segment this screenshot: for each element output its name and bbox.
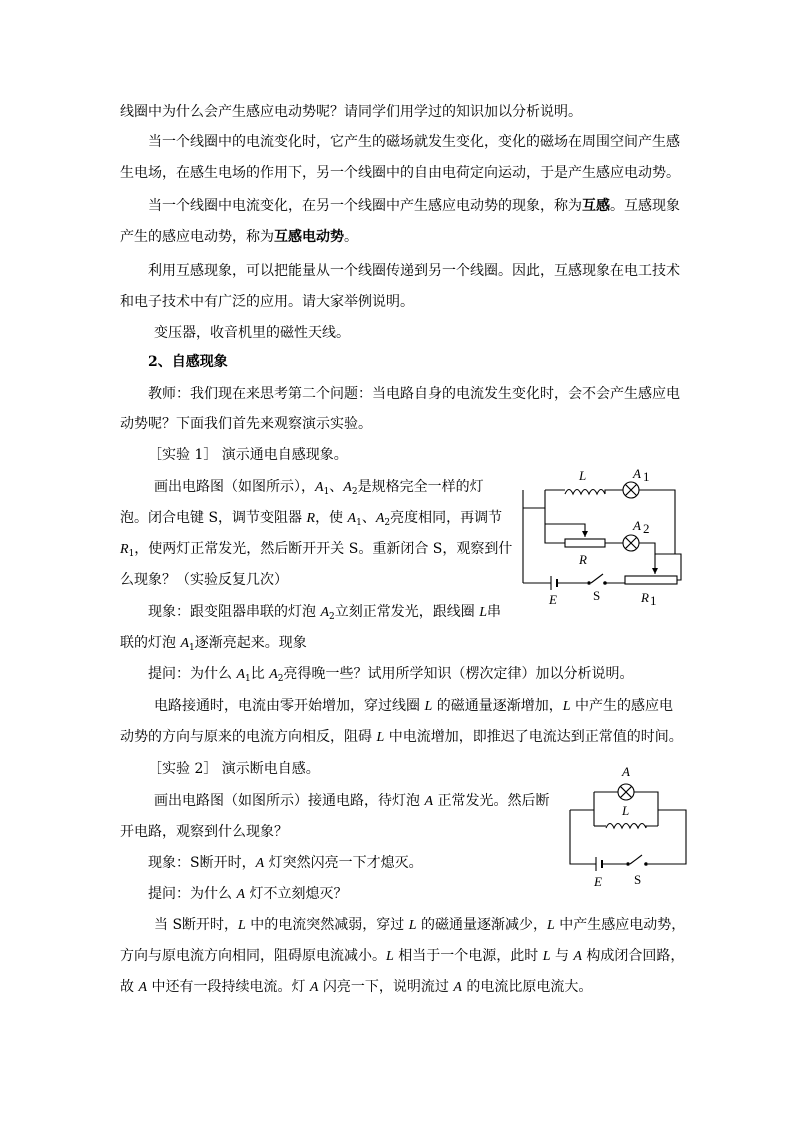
label-a: A	[622, 764, 630, 779]
paragraph-line	[120, 102, 582, 122]
text: 的磁通量逐渐增加，	[432, 698, 563, 714]
symbol: L	[238, 918, 246, 933]
paragraph-line	[148, 884, 347, 905]
paragraph-line	[120, 822, 288, 842]
subscript: 2	[351, 487, 358, 497]
text: 当一个线圈中电流变化，在另一个线圈中产生感应电动势的现象，称为	[148, 198, 582, 214]
text: 灯不立刻熄灭？	[245, 886, 348, 902]
text: 的磁通量逐渐减少，	[416, 917, 547, 933]
term-mutual-emf: 互感电动势	[274, 229, 344, 245]
subscript: 1	[323, 487, 330, 497]
label-e: E	[594, 874, 602, 889]
symbol: A	[269, 667, 278, 682]
text: 画出电路图（如图所示）接通电路，待灯泡	[154, 793, 425, 809]
text: 当一个线圈中的电流变化时，它产生的磁场就发生变化，变化的磁场在周围空间产生感	[148, 134, 680, 150]
circuit-diagram-1	[515, 468, 690, 608]
heading-text: 2、自感现象	[148, 354, 228, 370]
label-l: L	[622, 803, 630, 818]
switch-contact	[587, 581, 591, 585]
wire	[605, 490, 623, 494]
text: 是规格完全一样的灯	[357, 479, 484, 495]
label-s: S	[634, 872, 642, 887]
label-l: L	[579, 468, 587, 483]
text: 串	[487, 604, 501, 620]
paragraph-line	[154, 477, 484, 502]
paragraph-line	[148, 132, 680, 152]
text: 灯突然闪亮一下才熄灭。	[264, 855, 423, 871]
paragraph-line	[148, 196, 680, 216]
text: 电路接通时，电流由零开始增加，穿过线圈	[154, 698, 425, 714]
label-r1-sub: 1	[650, 593, 657, 608]
subscript: 2	[384, 518, 391, 528]
paragraph-line	[120, 508, 502, 533]
symbol: A	[320, 605, 330, 620]
symbol: R	[120, 542, 129, 557]
text: 利用互感现象，可以把能量从一个线圈传递到另一个线圈。因此，互感现象在电工技术	[148, 263, 680, 279]
section-heading	[148, 352, 228, 372]
text: 方向与原电流方向相同，阻碍原电流减小。	[120, 948, 386, 964]
wire	[545, 508, 565, 543]
text: ，使两灯正常发光，然后断开开关 S。重新闭合 S，观察到什	[134, 541, 513, 557]
symbol: A	[347, 511, 357, 526]
paragraph-line	[120, 414, 372, 434]
text: 开电路，观察到什么现象？	[120, 824, 288, 840]
subscript: 1	[189, 643, 195, 653]
symbol: L	[547, 918, 555, 933]
symbol: L	[408, 918, 417, 933]
text: 当 S断开时，	[154, 917, 239, 933]
rheostat-r1	[625, 576, 677, 584]
paragraph-line	[148, 853, 423, 874]
text: 中还有一段持续电流。灯	[147, 979, 310, 995]
paragraph-line	[148, 261, 680, 281]
experiment-title	[148, 759, 320, 779]
symbol: A	[573, 949, 582, 964]
text: 的电流比原电流大。	[461, 979, 593, 995]
text: 动势的方向与原来的电流方向相反，阻碍	[120, 729, 377, 745]
symbol: R	[306, 511, 316, 526]
symbol: L	[562, 699, 571, 714]
symbol: A	[180, 636, 190, 651]
slider-arrow	[652, 568, 658, 574]
text: 画出电路图（如图所示），	[154, 479, 315, 495]
symbol: A	[375, 511, 385, 526]
symbol: L	[542, 949, 551, 964]
subscript: 2	[277, 674, 284, 684]
text: 闪亮一下，说明流过	[318, 979, 454, 995]
symbol: L	[424, 699, 433, 714]
paragraph-line	[120, 570, 288, 590]
paragraph-line	[148, 664, 634, 689]
slider-arrow	[582, 531, 588, 537]
label-e: E	[549, 592, 557, 607]
text: ［实验 2］ 演示断电自感。	[148, 761, 320, 777]
symbol: A	[255, 856, 265, 871]
symbol: A	[343, 480, 352, 495]
text: 现象：S断开时，	[148, 855, 256, 871]
paragraph-line	[120, 227, 358, 247]
subscript: 2	[329, 612, 335, 622]
label-r: R	[579, 552, 587, 567]
symbol: A	[309, 980, 319, 995]
text: 与	[550, 948, 574, 964]
text: ，使	[315, 510, 348, 526]
label-a2-sub: 2	[643, 521, 650, 536]
text: 中的电流突然减弱，穿过	[245, 917, 409, 933]
paragraph-line	[154, 323, 350, 343]
term-mutual-induction: 互感	[582, 198, 610, 214]
text: 、	[329, 479, 344, 495]
text: 提问：为什么	[148, 666, 237, 682]
lamp-a1-cross	[625, 484, 636, 495]
wire	[523, 490, 545, 508]
label-a1: A	[633, 468, 641, 481]
text: 线圈中为什么会产生感应电动势呢？请同学们用学过的知识加以分析说明。	[120, 104, 582, 120]
label-a2: A	[633, 518, 641, 533]
paragraph-line	[148, 602, 501, 627]
text: 亮度相同，再调节	[390, 510, 503, 526]
text: 比	[250, 666, 270, 682]
symbol: A	[424, 794, 434, 809]
switch-s	[591, 574, 603, 583]
wire	[634, 792, 658, 826]
paragraph-line	[120, 633, 307, 658]
text: 。互感现象	[610, 198, 680, 214]
text: 正常发光。然后断	[433, 793, 550, 809]
wire	[646, 826, 658, 828]
text: 教师：我们现在来思考第二个问题：当电路自身的电流发生变化时，会不会产生感应电	[148, 386, 680, 402]
wire	[648, 810, 686, 864]
label-s: S	[593, 588, 601, 603]
text: 。	[344, 229, 358, 245]
text: ［实验 1］ 演示通电自感现象。	[148, 447, 348, 463]
subscript: 1	[356, 518, 362, 528]
inductor-coil	[565, 490, 605, 495]
switch-s	[630, 855, 642, 864]
paragraph-line	[120, 977, 592, 998]
lamp-a-cross	[620, 786, 631, 797]
text: 变压器，收音机里的磁性天线。	[154, 325, 350, 341]
text: 中电流增加，即推迟了电流达到正常值的时间。	[384, 729, 683, 745]
text: 现象：跟变阻器串联的灯泡	[148, 604, 321, 620]
circuit-diagram-2	[560, 760, 695, 890]
label-r1: R	[641, 590, 649, 605]
text: 、	[361, 510, 376, 526]
symbol: L	[479, 605, 487, 620]
text: 亮得晚一些？试用所学知识（楞次定律）加以分析说明。	[283, 666, 634, 682]
text: 故	[120, 979, 139, 995]
text: 中产生的感应电	[570, 698, 673, 714]
text: 联的灯泡	[120, 635, 181, 651]
text: 和电子技术中有广泛的应用。请大家举例说明。	[120, 294, 414, 310]
symbol: L	[386, 949, 394, 964]
inductor-coil	[606, 824, 646, 829]
text: 提问：为什么	[148, 886, 237, 902]
symbol: L	[376, 730, 385, 745]
experiment-title	[148, 445, 348, 465]
label-a1-sub: 1	[643, 469, 650, 484]
symbol: A	[315, 480, 324, 495]
paragraph-line	[120, 727, 683, 748]
text: 立刻正常发光，跟线圈	[334, 604, 480, 620]
subscript: 1	[245, 674, 251, 684]
rheostat-r	[565, 539, 605, 547]
symbol: A	[453, 980, 462, 995]
paragraph-line	[154, 696, 673, 717]
paragraph-line	[154, 791, 549, 812]
text: 逐渐亮起来。现象	[194, 635, 307, 651]
text: 相当于一个电源，此时	[393, 948, 543, 964]
text: 么现象？（实验反复几次）	[120, 572, 288, 588]
wire	[570, 810, 596, 864]
switch-contact	[603, 581, 607, 585]
paragraph-line	[148, 384, 680, 404]
subscript: 1	[128, 549, 135, 559]
switch-contact	[626, 862, 630, 866]
text: 动势呢？下面我们首先来观察演示实验。	[120, 416, 372, 432]
text: 产生的感应电动势，称为	[120, 229, 274, 245]
symbol: A	[236, 887, 246, 902]
text: 中产生感应电动势，	[554, 917, 686, 933]
lamp-a2-cross	[625, 537, 636, 548]
text: 生电场，在感生电场的作用下，另一个线圈中的自由电荷定向运动，于是产生感应电动势。	[120, 165, 680, 181]
wire	[639, 543, 675, 554]
rheostat-slider	[575, 524, 585, 537]
text: 构成闭合回路，	[581, 948, 685, 964]
text: 泡。闭合电键 S，调节变阻器	[120, 510, 307, 526]
paragraph-line	[120, 292, 414, 312]
symbol: A	[236, 667, 246, 682]
paragraph-line	[120, 163, 680, 183]
switch-contact	[644, 862, 648, 866]
paragraph-line	[154, 915, 685, 936]
paragraph-line	[120, 539, 512, 564]
symbol: A	[138, 980, 148, 995]
paragraph-line	[120, 946, 684, 967]
